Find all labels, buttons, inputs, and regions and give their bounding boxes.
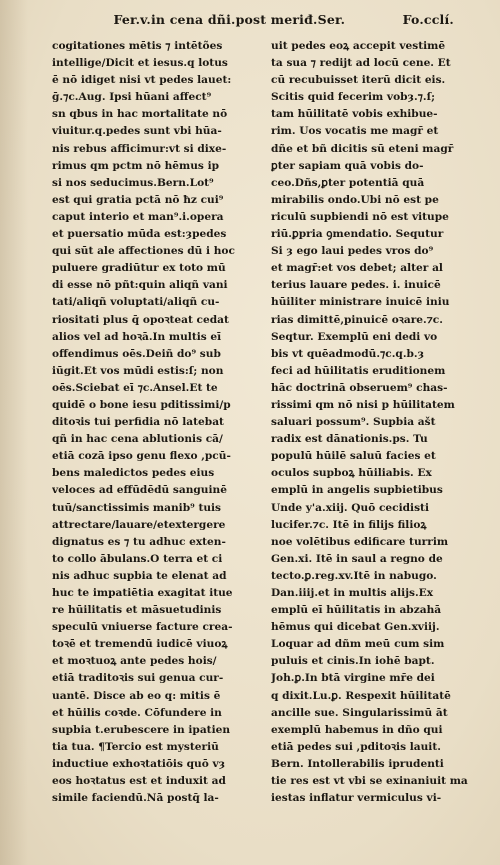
text-line: Loquar ad dñm meū cum sim [271,638,445,651]
text-line: puluis et cinis.In iohē bapt. [271,655,435,668]
text-line: etiā cozā ipso genu flexo ,pcū- [52,450,231,463]
text-line: rissimi qm nō nisi p hūilitatem [271,398,455,411]
text-line: tuū/sanctissimis manib⁹ tuis [52,501,222,514]
text-line: rias dimittē,pinuicē oꝛare.⁊c. [271,313,443,326]
page-gutter-shadow [0,0,28,865]
text-line: huc te impatiētia exagitat itue [52,587,233,599]
text-line: ē nō idiget nisi vt pedes lauet: [52,74,232,87]
text-line: iestas inflatur vermiculus vi- [271,792,442,805]
text-line: inductiue exhoꝛtatiōis quō vȝ [52,757,226,770]
text-line: Scitis quid fecerim vobȝ.⁊.ſ; [271,91,436,104]
right-column [271,38,489,807]
text-line: feci ad hūilitatis eruditionem [271,364,446,377]
text-line: alios vel ad hoꝛā.In multis eī [52,330,222,343]
text-line: si nos seducimus.Bern.Lot⁹ [52,176,214,189]
text-line: dñe et bñ dicitis sū eteni magr̄ [271,142,454,155]
text-line: et moꝛtuoꝝ ante pedes hois/ [52,655,217,668]
text-line: puluere gradiūtur ex toto mū [52,262,226,275]
text-line: etiā traditoꝛis sui genua cur- [52,672,224,685]
text-line: ancille sue. Singularissimū āt [271,706,448,719]
text-line: riositati plus q̄ opoꝛteat cedat [52,313,229,326]
text-line: cogitationes mētis ⁊ intētões [52,40,223,52]
text-line: di esse nō pñt:quin aliqñ vani [52,279,228,292]
text-line: mirabilis ondo.Ubi nō est pe [271,193,439,206]
text-line: Seqtur. Exemplū eni dedi vo [271,330,438,343]
text-line: radix est dānationis.ps. Tu [271,433,428,446]
text-line: q dixit.Lu.ꝑ. Respexit hūilitatē [271,689,451,702]
running-head [56,6,454,32]
text-line: iūgit.Et vos mūdi estis:ſ; non [52,364,224,377]
text-line: est qui gratia pctā nō ħz cui⁹ [52,193,224,206]
text-line: veloces ad effūdēdū sanguinē [52,484,227,497]
text-line: exemplū habemus in dño qui [271,723,443,736]
text-line: Unde y'a.xiij. Quō cecidisti [271,501,429,514]
text-line: uantē. Disce ab eo q: mitis ē [52,689,221,702]
text-line: emplū eī hūilitatis in abzahā [271,604,442,617]
text-line: qui sūt ale affectiones dū i hoc [52,245,235,258]
text-line: toꝛē et tremendū iudicē viuoꝝ [52,638,228,651]
text-line: emplū in angelis supbietibus [271,484,443,497]
text-line: et hūilis coꝛde. Cōfundere in [52,706,222,719]
text-line: Gen.xi. Itē in saul a regno de [271,552,443,565]
text-line: qñ in hac cena ablutionis cā/ [52,433,223,446]
text-line: etiā pedes sui ,pditoꝛis lauit. [271,740,441,753]
folio-number: Fo.cclí. [402,11,454,27]
text-line: re hūilitatis et māsuetudinis [52,604,222,617]
text-line: tie res est vt vbi se exinaniuit ma [271,775,468,788]
text-line: to collo ābulans.O terra et ci [52,552,223,565]
text-line: nis adhuc supbia te elenat ad [52,569,227,582]
text-line: noe volētibus edificare turrim [271,535,449,548]
text-line: tati/aliqñ voluptati/aliqñ cu- [52,296,220,309]
text-line: hūiliter ministrare inuicē iniu [271,296,450,309]
text-line: simile faciendū.Nā postq̄ la- [52,792,219,805]
text-line: hēmus qui dicebat Gen.xviij. [271,621,440,634]
text-line: bens maledictos pedes eius [52,467,215,480]
text-line: riū.ꝑpria ꝯmendatio. Sequtur [271,228,444,241]
text-line: viuitur.q.pedes sunt vbi hūa- [52,125,222,138]
text-line: supbia t.erubescere in ipatien [52,723,231,736]
text-line: bis vt quēadmodū.⁊c.q.b.ȝ [271,347,425,360]
text-line: rim. Uos vocatis me magr̄ et [271,125,439,138]
text-line: saluari possum⁹. Supbia ašt [271,416,436,429]
text-line: cū recubuisset iterū dicit eis. [271,74,446,87]
text-line: ta sua ⁊ redijt ad locū cene. Et [271,57,451,70]
text-line: ḡ.⁊c.Aug. Ipsi hūani affect⁹ [52,91,212,104]
text-line: hāc doctrinā obseruem⁹ chas- [271,381,448,394]
text-line: nis rebus afficimur:vt si dixe- [52,142,227,155]
text-line: sn qbus in hac mortalitate nō [52,108,228,121]
text-line: tecto.ꝑ.reg.xv.Itē in nabugo. [271,569,437,582]
text-line: ꝑter sapiam quā vobis do- [271,159,424,172]
text-line: riculū supbiendi nō est vitupe [271,210,449,223]
running-head-title: Fer.v.in cena dñi.post meriđ.Ser. [113,11,346,27]
text-line: Si ȝ ego laui pedes vros do⁹ [271,245,434,258]
text-line: et puersatio mūda est:ȝpedes [52,228,227,241]
text-line: et magr̄:et vos debet; alter al [271,262,443,275]
text-line: terius lauare pedes. i. inuicē [271,279,441,292]
text-line: populū hūilē saluū facies et [271,450,436,463]
text-line: Joh.ꝑ.In btā virgine mr̄e dei [271,672,435,685]
text-line: Dan.iiij.et in multis alijs.Ex [271,587,434,599]
text-line: oēs.Sciebat eī ⁊c.Ansel.Et te [52,381,218,394]
text-line: uit pedes eoꝝ accepit vestimē [271,40,446,52]
text-line: Bern. Intollerabilis iprudenti [271,757,444,770]
text-line: eos hoꝛtatus est et induxit ad [52,775,226,788]
text-line: ditoꝛis tui perfidia nō latebat [52,416,224,429]
text-line: rimus qm pctm nō hēmus ip [52,159,220,172]
text-line: offendimus oēs.Deiñ do⁹ sub [52,347,221,360]
text-line: tam hūilitatē vobis exhibue- [271,108,438,121]
text-line: intellige/Dicit et iesus.q lotus [52,57,228,70]
text-line: caput interio et man⁹.i.opera [52,210,224,223]
text-line: attrectare/lauare/etextergere [52,518,226,531]
text-line: tia tua. ¶Tercio est mysteriū [52,740,219,753]
text-line: quidē o bone iesu pditissimi/p [52,398,231,411]
text-line: ceo.Dñs,ꝑter potentiā quā [271,176,425,189]
text-line: speculū vniuerse facture crea- [52,621,233,634]
text-line: dignatus es ⁊ tu adhuc exten- [52,535,226,548]
text-line: oculos supboꝝ hūiliabis. Ex [271,467,432,480]
text-line: lucifer.⁊c. Itē in filijs filioꝝ [271,518,427,531]
left-column [52,38,270,807]
